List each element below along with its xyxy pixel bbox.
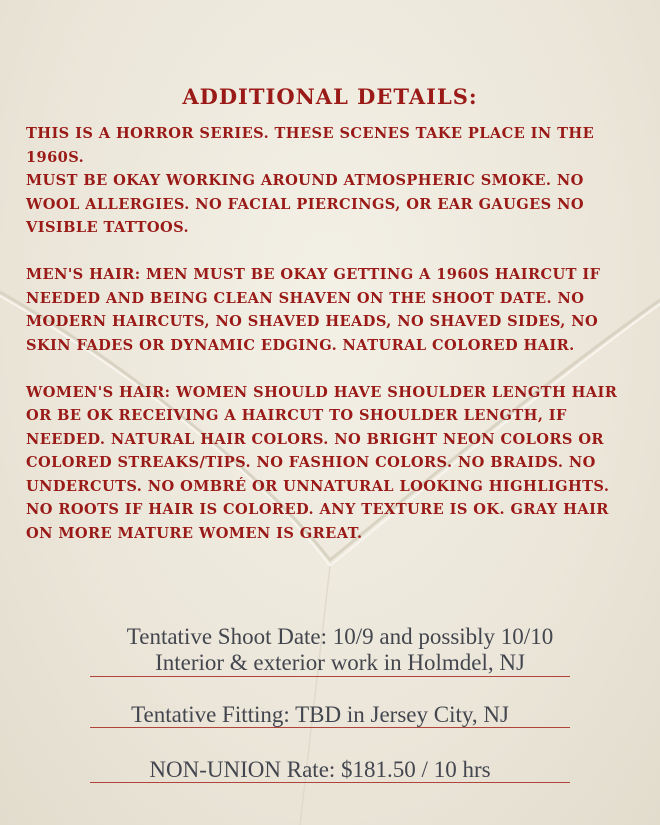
paragraph-mens-hair: MEN'S HAIR: MEN MUST BE OKAY GETTING A 1960S HAIRCUT IF NEEDED AND BEING CLEAN SHAVEN ON THE SHOOT DATE. NO MODERN HAIRCUTS, NO SHAVED HEADS, NO SHAVED SIDES, NO SKIN FADES OR DYNAMIC EDGING. NATURAL COLORED HAIR. (26, 266, 601, 354)
divider-rule (90, 782, 570, 783)
fitting-line: Tentative Fitting: TBD in Jersey City, NJ (131, 702, 509, 727)
details-body (26, 122, 641, 545)
rate-line: NON-UNION Rate: $181.50 / 10 hrs (149, 757, 491, 782)
divider-rule (90, 727, 570, 728)
paragraph-requirements: MUST BE OKAY WORKING AROUND ATMOSPHERIC SMOKE. NO WOOL ALLERGIES. NO FACIAL PIERCINGS, OR EAR GAUGES NO VISIBLE TATTOOS. (26, 172, 584, 236)
section-heading: ADDITIONAL DETAILS: (182, 84, 478, 109)
shoot-location-line: Interior & exterior work in Holmdel, NJ (155, 650, 525, 675)
divider-rule (90, 676, 570, 677)
shoot-date-line: Tentative Shoot Date: 10/9 and possibly 10/10 (126, 624, 554, 649)
paragraph-setting: THIS IS A HORROR SERIES. THESE SCENES TAKE PLACE IN THE 1960S. (26, 125, 595, 166)
shoot-date-block (60, 624, 620, 676)
paragraph-womens-hair: WOMEN'S HAIR: WOMEN SHOULD HAVE SHOULDER LENGTH HAIR OR BE OK RECEIVING A HAIRCUT TO SHOULDER LENGTH, IF NEEDED. NATURAL HAIR COLORS. NO BRIGHT NEON COLORS OR COLORED STREAKS/TIPS. NO FASHION COLORS. NO BRAIDS. NO UNDERCUTS. NO OMBRÉ OR UNNATURAL LOOKING HIGHLIGHTS. NO ROOTS IF HAIR IS COLORED. ANY TEXTURE IS OK. GRAY HAIR ON MORE MATURE WOMEN IS GREAT. (26, 383, 618, 542)
